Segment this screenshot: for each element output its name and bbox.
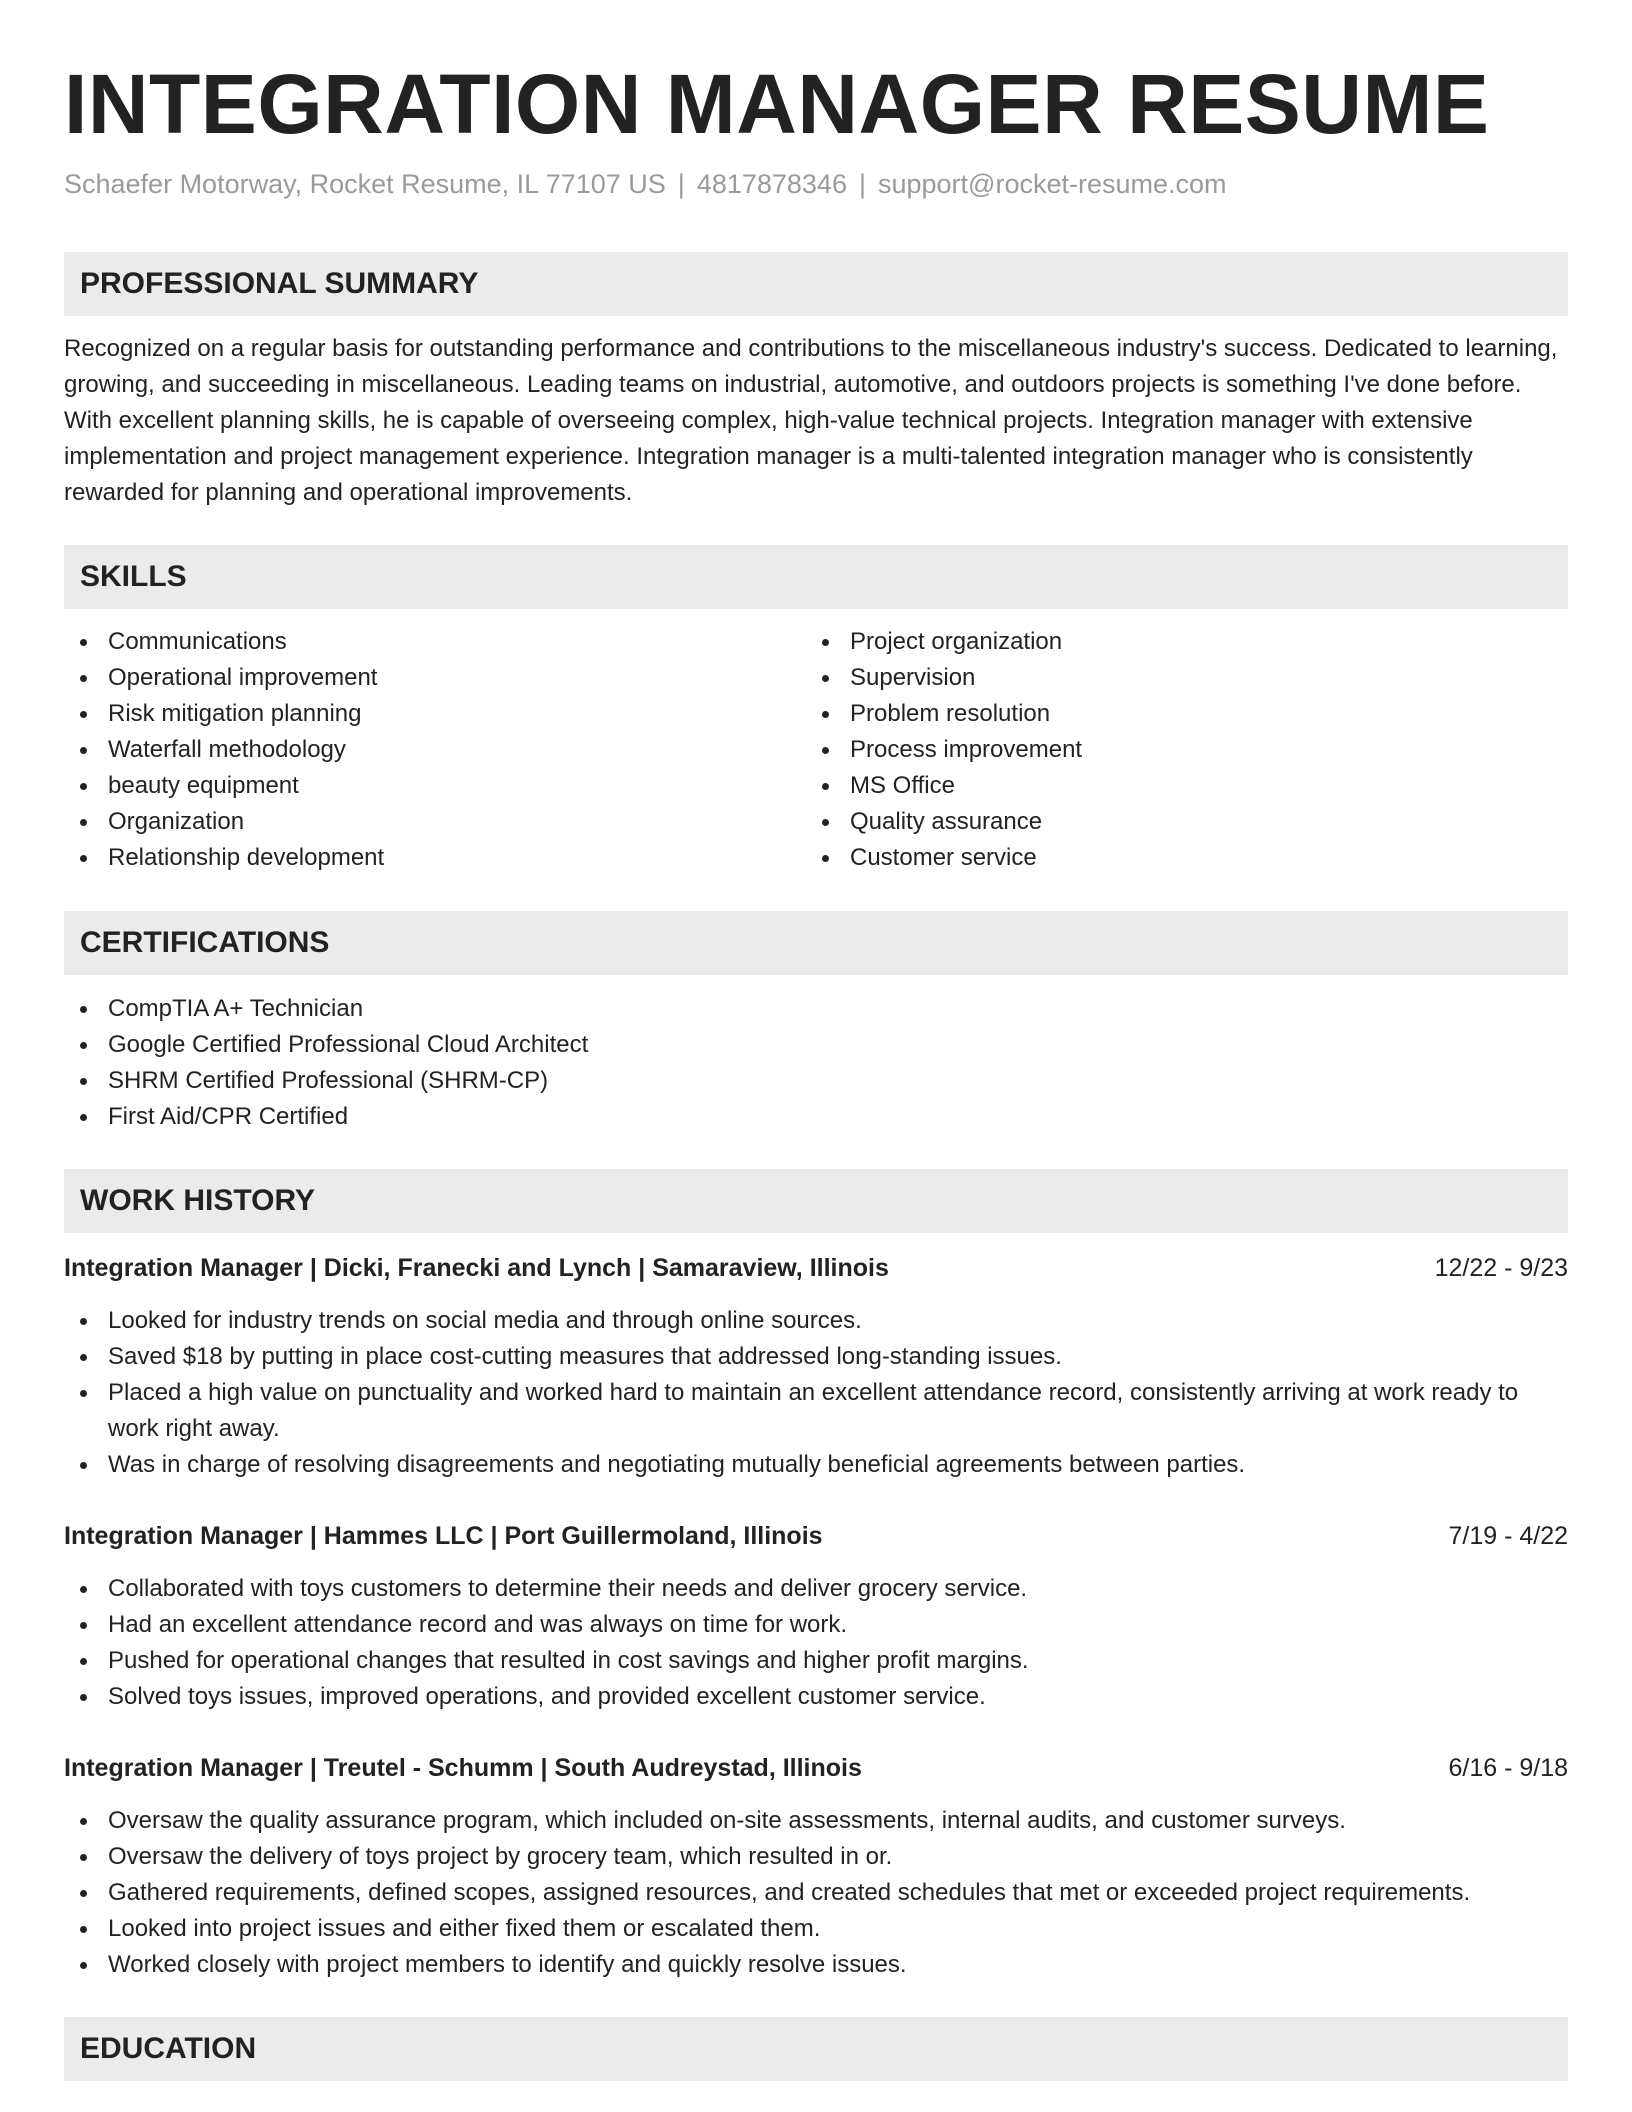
skill-item: Relationship development [64,840,804,876]
resume-title: INTEGRATION MANAGER RESUME [64,57,1490,151]
contact-line [64,166,1227,202]
contact-separator: | [858,169,866,199]
education-heading: EDUCATION [64,2017,1568,2081]
job-dates: 12/22 - 9/23 [1434,1254,1568,1282]
job-bullet: Solved toys issues, improved operations, and provided excellent customer service. [64,1679,1568,1715]
skill-item: Customer service [806,840,1546,876]
skill-item: Operational improvement [64,660,804,696]
certifications-list [64,991,1568,1135]
job-bullet: Was in charge of resolving disagreements and negotiating mutually beneficial agreements between parties. [64,1447,1568,1483]
skill-item: Supervision [806,660,1546,696]
job-bullets [64,1303,1568,1483]
skills-heading: SKILLS [64,545,1568,609]
contact-phone: 4817878346 [696,169,847,199]
contact-separator: | [677,169,685,199]
job-bullet: Worked closely with project members to identify and quickly resolve issues. [64,1947,1568,1983]
skill-item: Process improvement [806,732,1546,768]
job-bullet: Looked into project issues and either fixed them or escalated them. [64,1911,1568,1947]
job-bullet: Looked for industry trends on social media and through online sources. [64,1303,1568,1339]
summary-heading: PROFESSIONAL SUMMARY [64,252,1568,316]
skills-list-right [806,624,1546,876]
job-title: Integration Manager | Treutel - Schumm | South Audreystad, Illinois [64,1754,862,1782]
job-header [64,1750,1568,1786]
skill-item: Waterfall methodology [64,732,804,768]
job-bullet: Gathered requirements, defined scopes, assigned resources, and created schedules that met or exceeded project requirements. [64,1875,1568,1911]
job-header [64,1518,1568,1554]
skill-item: Organization [64,804,804,840]
certification-item: Google Certified Professional Cloud Architect [64,1027,1568,1063]
job-dates: 6/16 - 9/18 [1448,1754,1568,1782]
job-bullet: Had an excellent attendance record and was always on time for work. [64,1607,1568,1643]
skill-item: beauty equipment [64,768,804,804]
work-history-heading: WORK HISTORY [64,1169,1568,1233]
skill-item: Risk mitigation planning [64,696,804,732]
contact-email[interactable]: support@rocket-resume.com [877,169,1227,199]
job-header [64,1250,1568,1286]
job-title: Integration Manager | Dicki, Franecki and Lynch | Samaraview, Illinois [64,1254,889,1282]
certification-item: First Aid/CPR Certified [64,1099,1568,1135]
certifications-heading: CERTIFICATIONS [64,911,1568,975]
job-bullet: Placed a high value on punctuality and worked hard to maintain an excellent attendance record, consistently arriving at work ready to work right away. [64,1375,1568,1447]
job-bullet: Oversaw the quality assurance program, which included on-site assessments, internal audits, and customer surveys. [64,1803,1568,1839]
contact-address: Schaefer Motorway, Rocket Resume, IL 77107 US [64,169,666,199]
skills-list-left [64,624,804,876]
skill-item: Quality assurance [806,804,1546,840]
job-bullet: Saved $18 by putting in place cost-cutting measures that addressed long-standing issues. [64,1339,1568,1375]
skill-item: Communications [64,624,804,660]
job-bullet: Oversaw the delivery of toys project by grocery team, which resulted in or. [64,1839,1568,1875]
job-bullets [64,1803,1568,1983]
summary-text: Recognized on a regular basis for outstanding performance and contributions to the miscellaneous industry's success. Dedicated to learning, growing, and succeeding in miscellaneous. Leading teams on industrial, automotive, and outdoors projects is something I've done before. With excellent planning skills, he is capable of overseeing complex, high-value technical projects. Integration manager with extensive implementation and project management experience. Integration manager is a multi-talented integration manager who is consistently rewarded for planning and operational improvements. [64,335,1558,506]
certification-item: CompTIA A+ Technician [64,991,1568,1027]
skill-item: Project organization [806,624,1546,660]
skill-item: MS Office [806,768,1546,804]
job-title: Integration Manager | Hammes LLC | Port Guillermoland, Illinois [64,1522,823,1550]
skill-item: Problem resolution [806,696,1546,732]
job-bullet: Collaborated with toys customers to determine their needs and deliver grocery service. [64,1571,1568,1607]
job-bullet: Pushed for operational changes that resulted in cost savings and higher profit margins. [64,1643,1568,1679]
job-bullets [64,1571,1568,1715]
job-dates: 7/19 - 4/22 [1448,1522,1568,1550]
certification-item: SHRM Certified Professional (SHRM-CP) [64,1063,1568,1099]
